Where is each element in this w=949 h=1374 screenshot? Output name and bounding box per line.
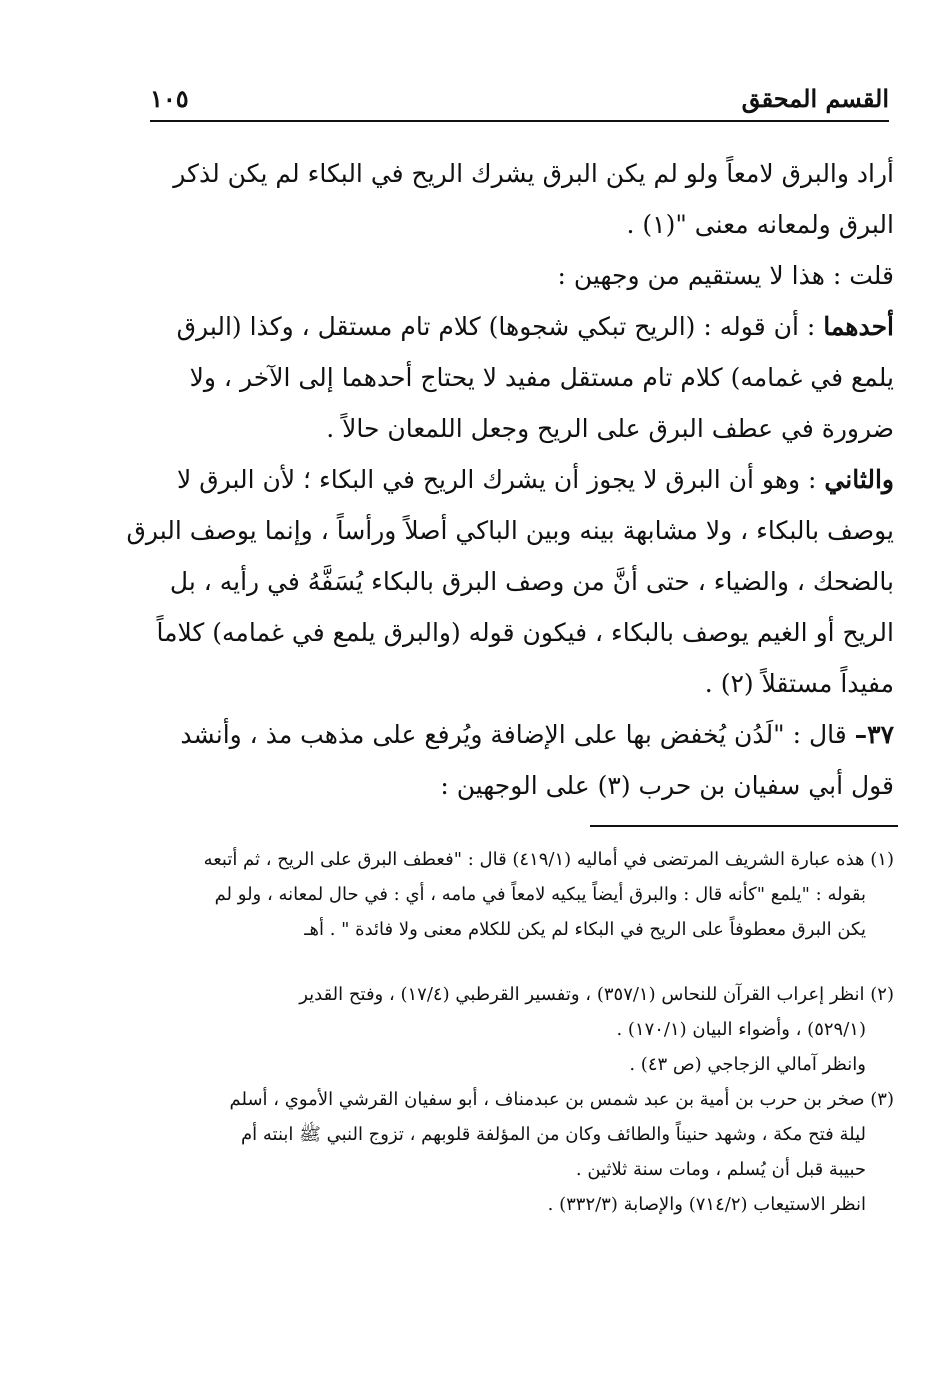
- point-heading: أحدهما: [823, 312, 894, 341]
- text-line: يوصف بالبكاء ، ولا مشابهة بينه وبين الباكي أصلاً ورأساً ، وإنما يوصف البرق: [126, 516, 894, 545]
- main-text: [126, 148, 894, 811]
- footnote-line: وانظر آمالي الزجاجي (ص ٤٣) .: [629, 1054, 866, 1075]
- footnote-line: بقوله : "يلمع "كأنه قال : والبرق أيضاً يبكيه لامعاً في مامه ، أي : في حال لمعانه ، ولو لم: [214, 884, 866, 905]
- footnote-line: (٥٢٩/١) ، وأضواء البيان (١٧٠/١) .: [616, 1019, 866, 1040]
- page-header: [150, 80, 889, 122]
- footnotes: [150, 842, 894, 1222]
- footnote-line: انظر الاستيعاب (٧١٤/٢) والإصابة (٣٣٢/٣) .: [547, 1194, 866, 1215]
- text-line: البرق ولمعانه معنى "(١) .: [626, 210, 894, 239]
- text-line: ضرورة في عطف البرق على الريح وجعل اللمعان حالاً .: [326, 414, 894, 443]
- text-line: [150, 454, 894, 505]
- point-heading: والثاني: [824, 465, 894, 494]
- footnote-divider: [590, 825, 898, 827]
- text-line: [150, 301, 894, 352]
- footnote-line: ليلة فتح مكة ، وشهد حنيناً والطائف وكان من المؤلفة قلوبهم ، تزوج النبي ﷺ ابنته أم: [241, 1124, 866, 1145]
- footnote-line: (١) هذه عبارة الشريف المرتضى في أماليه (٤١٩/١) قال : "فعطف البرق على الريح ، ثم أتبعه: [203, 849, 894, 870]
- text-line: بالضحك ، والضياء ، حتى أنَّ من وصف البرق بالبكاء يُسَفَّهُ في رأيه ، بل: [169, 567, 894, 596]
- footnote-gap: [150, 947, 894, 977]
- section-title: القسم المحقق: [741, 84, 889, 113]
- text-line: يلمع في غمامه) كلام تام مستقل مفيد لا يحتاج أحدهما إلى الآخر ، ولا: [189, 363, 894, 392]
- entry-number: ٣٧–: [854, 720, 894, 749]
- text-line: [150, 709, 894, 760]
- footnote-line: يكن البرق معطوفاً على الريح في البكاء لم يكن للكلام معنى ولا فائدة " . أهـ: [304, 919, 866, 940]
- footnote-line: (٢) انظر إعراب القرآن للنحاس (٣٥٧/١) ، وتفسير القرطبي (١٧/٤) ، وفتح القدير: [299, 984, 894, 1005]
- text-run: : أن قوله : (الريح تبكي شجوها) كلام تام مستقل ، وكذا (البرق: [176, 312, 824, 341]
- footnote-line: حبيبة قبل أن يُسلم ، ومات سنة ثلاثين .: [575, 1159, 866, 1180]
- text-line: قول أبي سفيان بن حرب (٣) على الوجهين :: [440, 771, 894, 800]
- text-line: قلت : هذا لا يستقيم من وجهين :: [557, 261, 894, 290]
- footnote-line: (٣) صخر بن حرب بن أمية بن عبد شمس بن عبدمناف ، أبو سفيان القرشي الأموي ، أسلم: [229, 1089, 894, 1110]
- text-line: الريح أو الغيم يوصف بالبكاء ، فيكون قوله (والبرق يلمع في غمامه) كلاماً: [156, 618, 894, 647]
- page-number: ١٠٥: [150, 84, 189, 113]
- text-line: أراد والبرق لامعاً ولو لم يكن البرق يشرك الريح في البكاء لم يكن لذكر: [173, 159, 894, 188]
- text-run: قال : "لَدُن يُخفض بها على الإضافة ويُرفع على مذهب مذ ، وأنشد: [180, 720, 855, 749]
- text-run: : وهو أن البرق لا يجوز أن يشرك الريح في البكاء ؛ لأن البرق لا: [177, 465, 825, 494]
- text-line: مفيداً مستقلاً (٢) .: [704, 669, 894, 698]
